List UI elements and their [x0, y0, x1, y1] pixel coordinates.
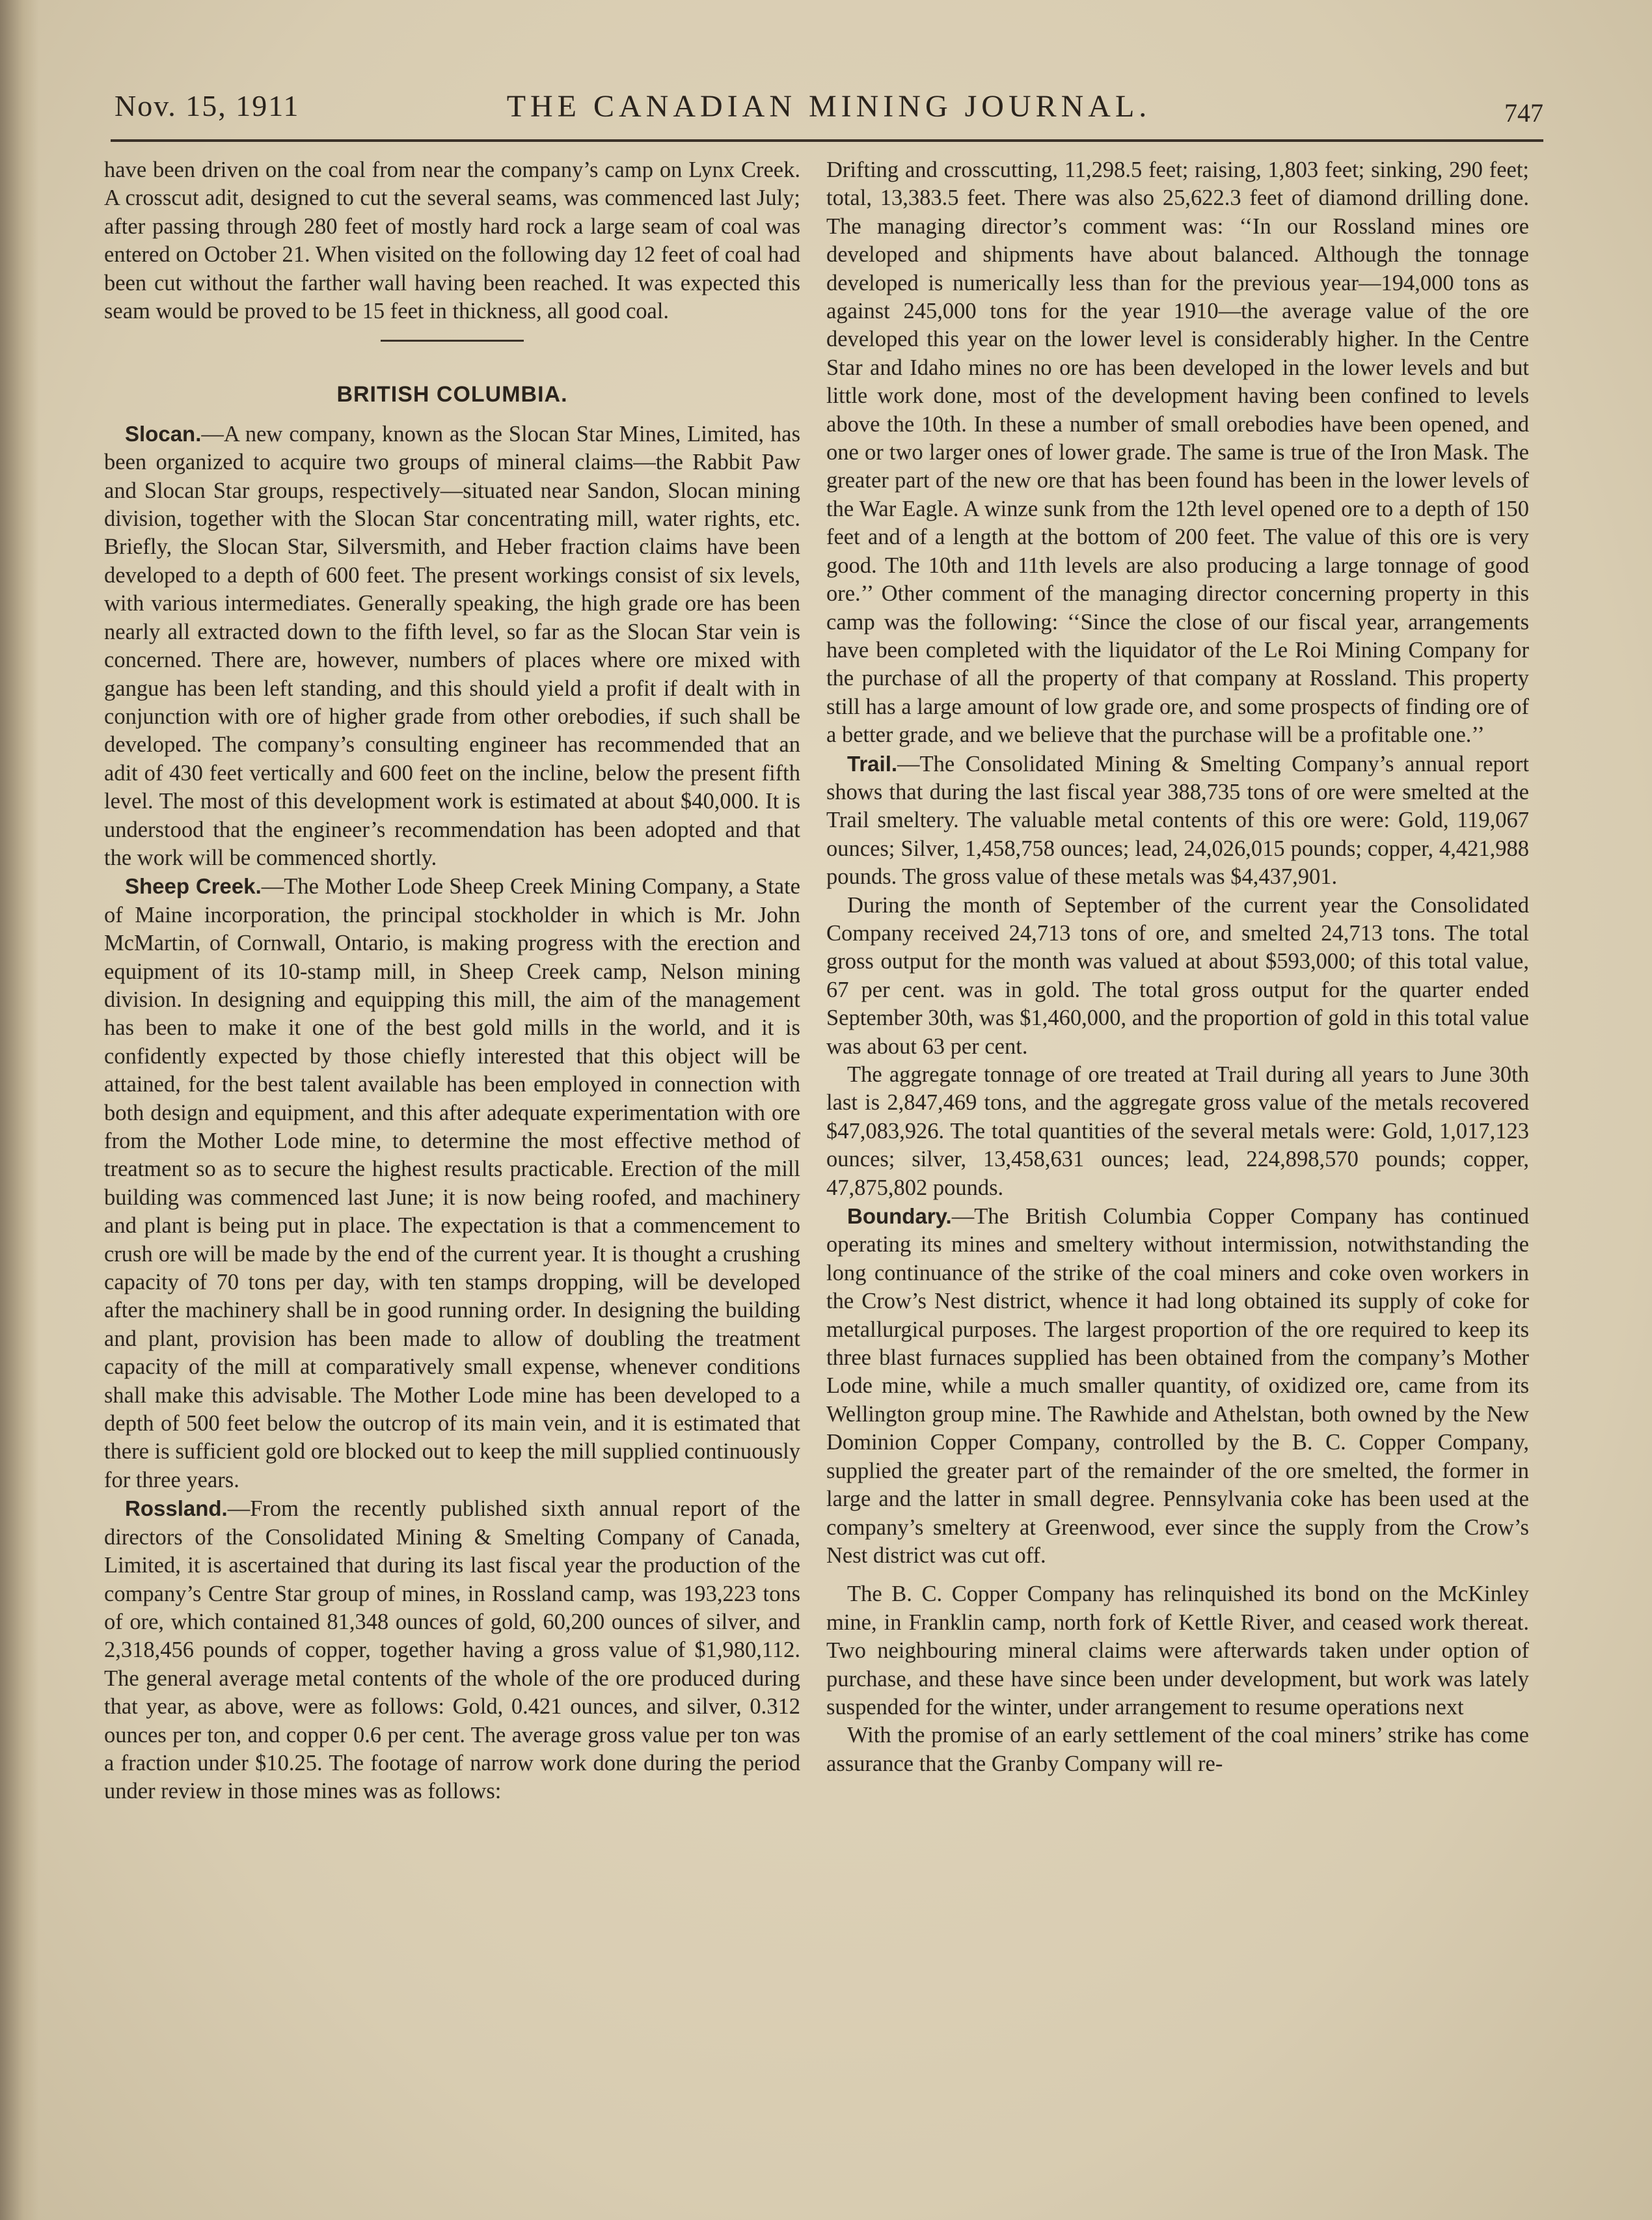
rossland-paragraph	[104, 1494, 800, 1805]
trail-text: —The Consolidated Mining & Smelting Company’s annual report shows that during the last fiscal year 388,735 tons of ore were smelted at the Trail smeltery. The valuable metal contents of this ore were: Gold, 119,067 ounces; Silver, 1,458,758 ounces; lead, 24,026,015 pounds; copper, 4,421,988 pounds. The gross value of these metals was $4,437,901.	[826, 751, 1529, 890]
boundary-run-in-head: Boundary.	[847, 1204, 952, 1229]
page-number: 747	[1504, 98, 1543, 128]
rossland-continued-paragraph: Drifting and crosscutting, 11,298.5 feet; raising, 1,803 feet; sinking, 290 feet; total, 13,383.5 feet. There was also 25,622.3 feet of diamond drilling done. The managing director’s comment was: ‘‘In our Rossland mines ore developed and shipments have about balanced. Although the tonnage developed is numerically less than for the previous year—194,000 tons as against 245,000 tons for the year 1910—the average value of the ore developed this year on the lower level is considerably higher. In the Centre Star and Idaho mines no ore has been developed in the lower levels and but little work done, most of the development having been confined to levels above the 10th. In these a number of small orebodies have been opened, and one or two larger ones of lower grade. The same is true of the Iron Mask. The greater part of the new ore that has been found has been in the lower levels of the War Eagle. A winze sunk from the 12th level opened ore to a depth of 150 feet and of a length at the bottom of 200 feet. The value of this ore is very good. The 10th and 11th levels are also producing a large tonnage of good ore.’’ Other comment of the managing director concerning property in this camp was the following: ‘‘Since the close of our fiscal year, arrangements have been completed with the liquidator of the Le Roi Mining Company for the purchase of all the property of that company at Rossland. This property still has a large amount of low grade ore, and some prospects of finding ore of a better grade, and we believe that the purchase will be a profitable one.’’	[826, 158, 1529, 748]
sheep-creek-text: —The Mother Lode Sheep Creek Mining Company, a State of Maine incorporation, the principal stockholder in which is Mr. John McMartin, of Cornwall, Ontario, is making progress with the erection and equipment of its 10-stamp mill, in Sheep Creek camp, Nelson mining division. In designing and equipping this mill, the aim of the management has been to make it one of the best gold mills in the world, and it is confidently expected by those chiefly interested that this object will be attained, for the best talent available has been employed in connection with both design and equipment, and this after adequate experimentation with ore from the Mother Lode mine, to determine the most effective method of treatment so as to secure the highest results practicable. Erection of the mill building was commenced last June; it is now being roofed, and machinery and plant is being put in place. The expectation is that a commencement to crush ore will be made by the end of the current year. It is thought a crushing capacity of 70 tons per day, with ten stamps dropping, will be developed after the machinery shall be in good running order. In designing the building and plant, provision has been made to allow of doubling the treatment capacity of the mill at comparatively small expense, whenever conditions shall make this advisable. The Mother Lode mine has been developed to a depth of 500 feet below the outcrop of its main vein, and it is estimated that there is sufficient gold ore blocked out to keep the mill supplied continuously for three years.	[104, 874, 800, 1492]
slocan-text: —A new company, known as the Slocan Star Mines, Limited, has been organized to acquire two groups of mineral claims—the Rabbit Paw and Slocan Star groups, respectively—situated near Sandon, Slocan mining division, together with the Slocan Star concentrating mill, water rights, etc. Briefly, the Slocan Star, Silversmith, and Heber fraction claims have been developed to a depth of 600 feet. The present workings consist of six levels, with various intermediates. Generally speaking, the high grade ore has been nearly all extracted down to the fifth level, so far as the Slocan Star vein is concerned. There are, however, numbers of places where ore mixed with gangue has been left standing, and this should yield a profit if dealt with in conjunction with ore of higher grade from other orebodies, if such shall be developed. The company’s consulting engineer has recommended that an adit of 430 feet vertically and 600 feet on the incline, below the present fifth level. The most of this development work is estimated at about $40,000. It is understood that the engineer’s recommendation has been adopted and that the work will be commenced shortly.	[104, 421, 800, 870]
sheep-creek-run-in-head: Sheep Creek.	[125, 874, 262, 899]
page-header	[115, 83, 1543, 135]
slocan-run-in-head: Slocan.	[125, 421, 202, 446]
right-column	[826, 156, 1529, 2148]
trail-aggregate-paragraph: The aggregate tonnage of ore treated at Trail during all years to June 30th last is 2,847,469 tons, and the aggregate gross value of the metals recovered $47,083,926. The total quantities of the several metals were: Gold, 1,017,123 ounces; silver, 13,458,631 ounces; lead, 224,898,570 pounds; copper, 47,875,802 pounds.	[826, 1062, 1529, 1200]
rossland-run-in-head: Rossland.	[125, 1496, 228, 1521]
journal-title: THE CANADIAN MINING JOURNAL.	[506, 89, 1152, 124]
trail-september-paragraph: During the month of September of the current year the Consolidated Company received 24,713 tons of ore, and smelted 24,713 tons. The total gross output for the month was valued at about $593,000; of this total value, 67 per cent. was in gold. The total gross output for the quarter ended September 30th, was $1,460,000, and the proportion of gold in this total value was about 63 per cent.	[826, 892, 1529, 1059]
coal-paragraph: have been driven on the coal from near the company’s camp on Lynx Creek. A crosscut adit, designed to cut the several seams, was commenced last July; after passing through 280 feet of mostly hard rock a large seam of coal was entered on October 21. When visited on the following day 12 feet of coal had been cut without the farther wall having been reached. It was expected this seam would be proved to be 15 feet in thickness, all good coal.	[104, 158, 800, 324]
binding-shadow	[0, 0, 39, 2220]
trail-run-in-head: Trail.	[847, 751, 898, 776]
issue-date: Nov. 15, 1911	[115, 89, 300, 122]
header-rule	[111, 139, 1543, 142]
section-divider	[381, 340, 524, 342]
boundary-text: —The British Columbia Copper Company has continued operating its mines and smeltery without intermission, notwithstanding the long continuance of the strike of the coal miners and coke oven workers in the Crow’s Nest district, whence it had long obtained its supply of coke for metallurgical purposes. The largest proportion of the ore required to keep its three blast furnaces supplied has been obtained from the company’s Mother Lode mine, while a much smaller quantity, of oxidized ore, came from its Wellington group mine. The Rawhide and Athelstan, both owned by the New Dominion Copper Company, controlled by the B. C. Copper Company, supplied the greater part of the remainder of the ore smelted, the former in large and the latter in small degree. Pennsylvania coke has been used at the company’s smeltery at Greenwood, ever since the supply from the Crow’s Nest district was cut off.	[826, 1204, 1529, 1568]
granby-paragraph: With the promise of an early settlement of the coal miners’ strike has come assurance that the Granby Company will re-	[826, 1723, 1529, 1776]
section-heading: BRITISH COLUMBIA.	[336, 382, 568, 407]
left-column	[104, 156, 800, 2148]
bc-copper-paragraph: The B. C. Copper Company has relinquished its bond on the McKinley mine, in Franklin camp, north fork of Kettle River, and ceased work thereat. Two neighbouring mineral claims were afterwards taken under option of purchase, and these have since been under development, but work was lately suspended for the winter, under arrangement to resume operations next	[826, 1582, 1529, 1720]
slocan-paragraph	[104, 420, 800, 873]
sheep-creek-paragraph	[104, 872, 800, 1494]
boundary-paragraph	[826, 1202, 1529, 1570]
rossland-text: —From the recently published sixth annual report of the directors of the Consolidated Mining & Smelting Company of Canada, Limited, it is ascertained that during its last fiscal year the production of the company’s Centre Star group of mines, in Rossland camp, was 193,223 tons of ore, which contained 81,348 ounces of gold, 60,200 ounces of silver, and 2,318,456 pounds of copper, together having a gross value of $1,980,112. The general average metal contents of the whole of the ore produced during that year, as above, were as follows: Gold, 0.421 ounces, and silver, 0.312 ounces per ton, and copper 0.6 per cent. The average gross value per ton was a fraction under $10.25. The footage of narrow work done during the period under review in those mines was as follows:	[104, 1496, 800, 1804]
trail-paragraph	[826, 750, 1529, 892]
